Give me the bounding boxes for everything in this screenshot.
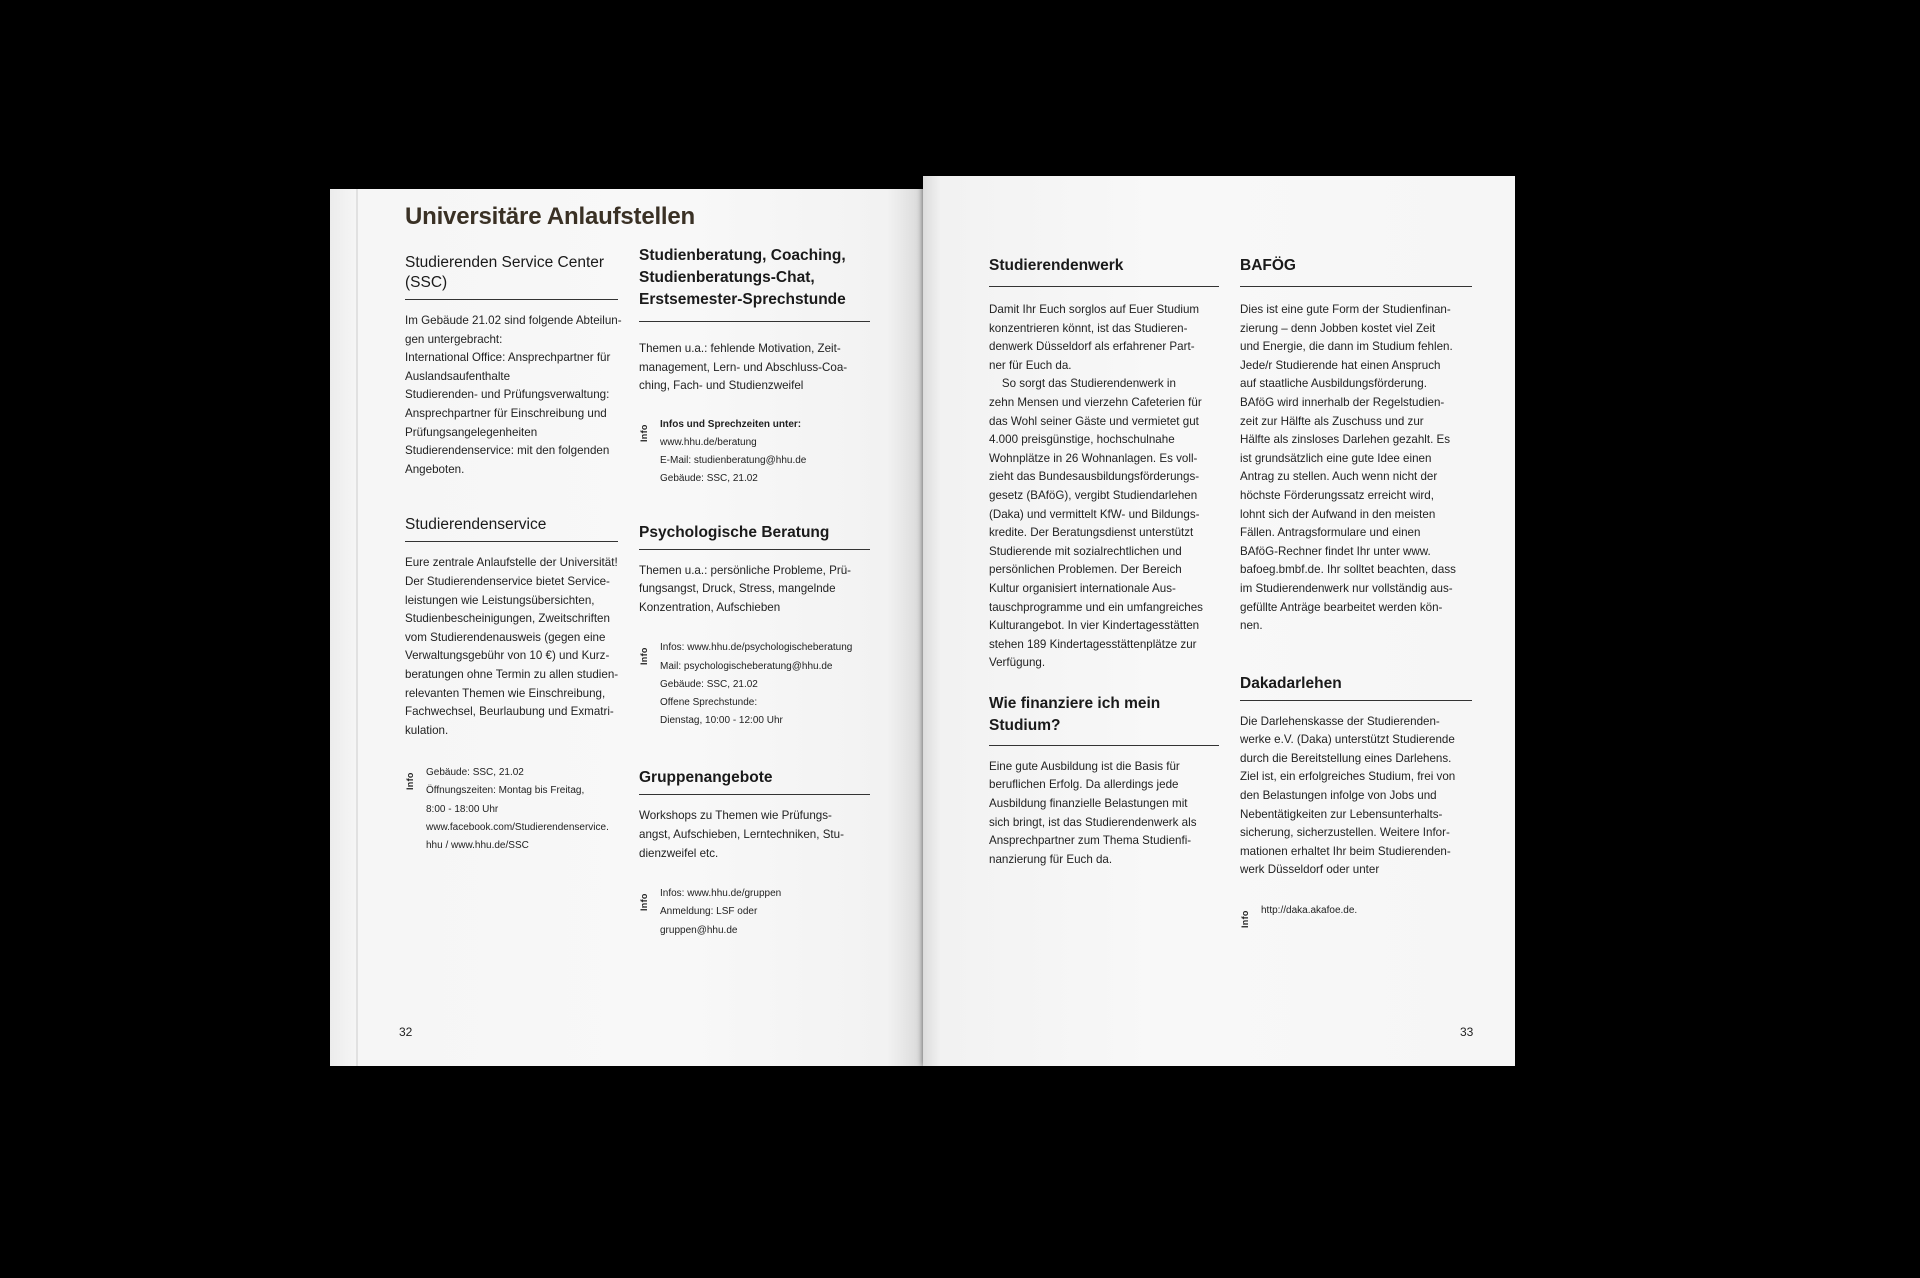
- info-lines: [426, 764, 618, 855]
- text-line: Im Gebäude 21.02 sind folgende Abteilun-: [405, 314, 622, 327]
- text-line: zierung – denn Jobben kostet viel Zeit: [1240, 321, 1436, 335]
- section-body-studierendenwerk: [989, 301, 1219, 673]
- info-lines: [660, 434, 870, 489]
- info-line: Infos: www.hhu.de/psychologischeberatung: [660, 642, 853, 654]
- text-line: bafoeg.bmbf.de. Ihr solltet beachten, dass: [1240, 563, 1456, 577]
- text-line: ching, Fach- und Studienzweifel: [639, 379, 804, 393]
- text-line: auf staatliche Ausbildungsförderung.: [1240, 377, 1427, 391]
- section-heading-studierendenwerk: Studierendenwerk: [989, 256, 1219, 287]
- info-lines: [660, 639, 870, 730]
- section-heading-bafoeg: BAFÖG: [1240, 256, 1472, 287]
- text-line: nanzierung für Euch da.: [989, 852, 1113, 866]
- info-block-psychologische-beratung: [639, 639, 870, 730]
- text-line: Prüfungsangelegenheiten: [405, 425, 538, 439]
- info-block-studierendenservice: [405, 764, 618, 855]
- page-number-left: 32: [399, 1025, 413, 1039]
- text-line: Kultur organisiert internationale Aus-: [989, 581, 1176, 595]
- info-line: Gebäude: SSC, 21.02: [660, 473, 758, 485]
- text-line: Studierende mit sozialrechtlichen und: [989, 544, 1182, 558]
- text-line: gen untergebracht:: [405, 332, 503, 346]
- text-line: ner für Euch da.: [989, 358, 1072, 372]
- text-line: Ziel ist, ein erfolgreiches Studium, frei von: [1240, 770, 1456, 784]
- info-line: www.facebook.com/Studierendenservice.: [426, 821, 609, 833]
- text-line: Fällen. Antragsformulare und einen: [1240, 526, 1421, 540]
- text-line: Der Studierendenservice bietet Service-: [405, 574, 610, 588]
- text-line: International Office: Ansprechpartner für: [405, 351, 611, 365]
- section-body-psychologische-beratung: [639, 562, 870, 618]
- info-line: 8:00 - 18:00 Uhr: [426, 803, 499, 815]
- text-line: Die Darlehenskasse der Studierenden-: [1240, 714, 1440, 728]
- text-line: lohnt sich der Aufwand in den meisten: [1240, 507, 1436, 521]
- info-line: Gebäude: SSC, 21.02: [660, 678, 758, 690]
- text-line: stehen 189 Kindertagesstättenplätze zur: [989, 637, 1197, 651]
- section-body-ssc: [405, 312, 622, 479]
- text-line: Ansprechpartner zum Thema Studienfi-: [989, 834, 1192, 848]
- text-line: durch die Bereitstellung eines Darlehens.: [1240, 751, 1452, 765]
- text-line: Angeboten.: [405, 462, 465, 476]
- section-body-gruppenangebote: [639, 807, 870, 863]
- text-line: (Daka) und vermittelt KfW- und Bildungs-: [989, 507, 1200, 521]
- info-line: Öffnungszeiten: Montag bis Freitag,: [426, 785, 585, 797]
- info-line: http://daka.akafoe.de.: [1261, 905, 1358, 917]
- text-line: nen.: [1240, 619, 1263, 633]
- left-column-2: [639, 245, 870, 940]
- info-line: E-Mail: studienberatung@hhu.de: [660, 455, 807, 467]
- info-line: www.hhu.de/beratung: [660, 436, 757, 448]
- page-edge: [356, 189, 358, 1066]
- text-line: Jede/r Studierende hat einen Anspruch: [1240, 358, 1441, 372]
- text-line: konzentrieren könnt, ist das Studieren-: [989, 321, 1188, 335]
- info-block-gruppenangebote: [639, 885, 870, 940]
- section-heading-gruppenangebote: Gruppenangebote: [639, 768, 870, 795]
- section-heading-dakadarlehen: Dakadarlehen: [1240, 674, 1472, 701]
- section-body-finanzierung: [989, 758, 1219, 870]
- text-line: sicherung, sicherzustellen. Weitere Infor-: [1240, 826, 1450, 840]
- text-line: Themen u.a.: persönliche Probleme, Prü-: [639, 563, 852, 577]
- left-column-1: [405, 253, 622, 855]
- section-heading-studienberatung: Studienberatung, Coaching, Studienberatungs-Chat, Erstsemester-Sprechstunde: [639, 245, 870, 322]
- text-line: beruflichen Erfolg. Da allerdings jede: [989, 778, 1179, 792]
- text-line: Studierenden- und Prüfungsverwaltung:: [405, 388, 610, 402]
- text-line: Ansprechpartner für Einschreibung und: [405, 406, 607, 420]
- text-line: mationen erhaltet Ihr beim Studierenden-: [1240, 844, 1451, 858]
- text-line: BAföG wird innerhalb der Regelstudien-: [1240, 395, 1445, 409]
- info-label: Info: [639, 647, 649, 666]
- info-label: Info: [405, 772, 415, 791]
- section-heading-ssc: Studierenden Service Center (SSC): [405, 253, 618, 300]
- text-line: Nebentätigkeiten zur Lebensunterhalts-: [1240, 807, 1443, 821]
- info-lines: [660, 885, 870, 940]
- text-line: beratungen ohne Termin zu allen studien-: [405, 667, 619, 681]
- text-line: im Studierendenwerk nur vollständig aus-: [1240, 581, 1453, 595]
- text-line: Themen u.a.: fehlende Motivation, Zeit-: [639, 342, 841, 355]
- text-line: höchste Förderungssatz erreicht wird,: [1240, 488, 1434, 502]
- text-line: sich bringt, ist das Studierendenwerk als: [989, 815, 1197, 829]
- text-line: Verfügung.: [989, 656, 1046, 670]
- text-line: das Wohl seiner Gäste und vermietet gut: [989, 414, 1199, 428]
- text-line: werke e.V. (Daka) unterstützt Studierende: [1240, 733, 1455, 747]
- text-line: Konzentration, Aufschieben: [639, 600, 781, 614]
- info-label: Info: [1240, 910, 1250, 929]
- info-line: gruppen@hhu.de: [660, 924, 738, 936]
- text-line: persönlichen Problemen. Der Bereich: [989, 563, 1182, 577]
- info-line: Mail: psychologischeberatung@hhu.de: [660, 660, 833, 672]
- info-lines: [1261, 902, 1472, 920]
- info-line: Anmeldung: LSF oder: [660, 906, 758, 918]
- info-block-studienberatung: [639, 416, 870, 489]
- text-line: ist grundsätzlich eine gute Idee einen: [1240, 451, 1432, 465]
- text-line: zehn Mensen und vierzehn Cafeterien für: [989, 395, 1202, 409]
- section-body-dakadarlehen: [1240, 713, 1472, 880]
- text-line: Workshops zu Themen wie Prüfungs-: [639, 809, 832, 823]
- text-line: leistungen wie Leistungsübersichten,: [405, 593, 595, 607]
- info-line: Gebäude: SSC, 21.02: [426, 767, 524, 779]
- text-line: Kulturangebot. In vier Kindertagesstätten: [989, 619, 1200, 633]
- page-title: Universitäre Anlaufstellen: [405, 203, 696, 230]
- text-line: BAföG-Rechner findet Ihr unter www.: [1240, 544, 1431, 558]
- section-heading-studierendenservice: Studierendenservice: [405, 515, 618, 542]
- text-line: kulation.: [405, 723, 449, 737]
- text-line: und Energie, die dann im Studium fehlen.: [1240, 340, 1453, 354]
- text-line: werk Düsseldorf oder unter: [1240, 863, 1380, 877]
- text-line: zieht das Bundesausbildungsförderungs-: [989, 470, 1200, 484]
- section-body-studienberatung: [639, 340, 870, 396]
- info-heading: Infos und Sprechzeiten unter:: [660, 418, 802, 430]
- text-line: Damit Ihr Euch sorglos auf Euer Studium: [989, 303, 1200, 316]
- text-line: Verwaltungsgebühr von 10 €) und Kurz-: [405, 649, 610, 663]
- text-line: denwerk Düsseldorf als erfahrener Part-: [989, 340, 1195, 354]
- text-line: Wohnplätze in 26 Wohnanlagen. Es voll-: [989, 451, 1198, 465]
- page-number-right: 33: [1460, 1025, 1474, 1039]
- text-line: Eure zentrale Anlaufstelle der Universität!: [405, 556, 618, 570]
- section-heading-psychologische-beratung: Psychologische Beratung: [639, 523, 870, 550]
- section-body-bafoeg: [1240, 301, 1472, 636]
- text-line: dienzweifel etc.: [639, 846, 719, 860]
- text-line: angst, Aufschieben, Lerntechniken, Stu-: [639, 827, 844, 841]
- info-line: Dienstag, 10:00 - 12:00 Uhr: [660, 715, 783, 727]
- info-label: Info: [639, 424, 649, 442]
- section-heading-finanzierung: Wie finanziere ich mein Studium?: [989, 693, 1219, 746]
- info-label: Info: [639, 893, 649, 912]
- text-line: Hälfte als zinsloses Darlehen gezahlt. Es: [1240, 433, 1451, 447]
- text-line: So sorgt das Studierendenwerk in: [989, 377, 1176, 391]
- text-line: Auslandsaufenthalte: [405, 369, 511, 383]
- text-line: den Belastungen infolge von Jobs und: [1240, 789, 1437, 803]
- text-line: Ausbildung finanzielle Belastungen mit: [989, 797, 1188, 811]
- text-line: zeit zur Hälfte als Zuschuss und zur: [1240, 414, 1424, 428]
- text-line: gefüllte Anträge bearbeitet werden kön-: [1240, 600, 1443, 614]
- text-line: 4.000 preisgünstige, hochschulnahe: [989, 433, 1175, 447]
- info-line: hhu / www.hhu.de/SSC: [426, 840, 529, 852]
- text-line: Dies ist eine gute Form der Studienfinan-: [1240, 303, 1451, 316]
- text-line: management, Lern- und Abschluss-Coa-: [639, 360, 848, 374]
- text-line: Fachwechsel, Beurlaubung und Exmatri-: [405, 705, 614, 719]
- right-column-2: [1240, 256, 1472, 929]
- text-line: gesetz (BAföG), vergibt Studiendarlehen: [989, 488, 1198, 502]
- right-column-1: [989, 256, 1219, 869]
- text-line: Studienbescheinigungen, Zweitschriften: [405, 612, 610, 626]
- text-line: kredite. Der Beratungsdienst unterstützt: [989, 526, 1194, 540]
- text-line: Antrag zu stellen. Auch wenn nicht der: [1240, 470, 1438, 484]
- info-line: Infos: www.hhu.de/gruppen: [660, 888, 782, 900]
- info-line: Offene Sprechstunde:: [660, 696, 758, 708]
- text-line: Eine gute Ausbildung ist die Basis für: [989, 759, 1180, 773]
- section-body-studierendenservice: [405, 554, 618, 740]
- text-line: relevanten Themen wie Einschreibung,: [405, 686, 606, 700]
- text-line: fungsangst, Druck, Stress, mangelnde: [639, 582, 836, 596]
- text-line: Studierendenservice: mit den folgenden: [405, 444, 610, 458]
- info-block-dakadarlehen: [1240, 902, 1472, 929]
- text-line: tauschprogramme und ein umfangreiches: [989, 600, 1203, 614]
- text-line: vom Studierendenausweis (gegen eine: [405, 630, 606, 644]
